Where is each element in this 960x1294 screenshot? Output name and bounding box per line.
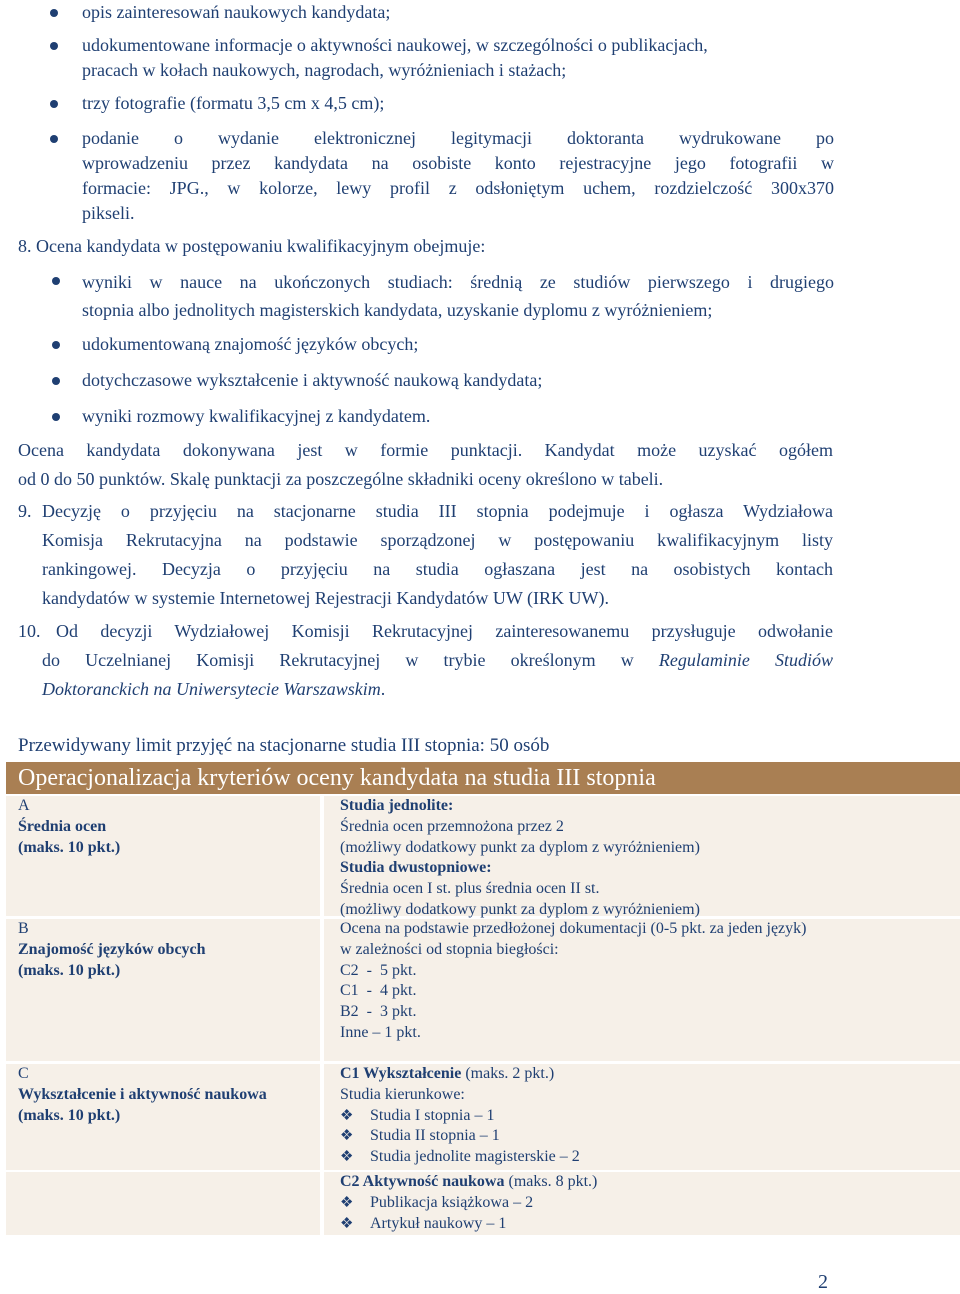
section-10-number: 10. bbox=[18, 621, 41, 641]
description-cell: Ocena na podstawie przedłożonej dokumentacji (0-5 pkt. za jeden język) w zależności od stopnia biegłości: C2 - 5 pkt. C1 - 4 pkt. B2 - 3 pkt. Inne – 1 pkt. bbox=[324, 919, 960, 1061]
description-cell: Studia jednolite: Średnia ocen przemnożona przez 2 (możliwy dodatkowy punkt za dyplom z wyróżnieniem) Studia dwustopniowe: Średnia ocen I st. plus średnia ocen II st. (możliwy dodatkowy punkt za dyplom z wyróżnieniem) bbox=[324, 796, 960, 916]
bullet-icon bbox=[52, 413, 60, 421]
bullet-icon bbox=[52, 341, 60, 349]
table-title: Operacjonalizacja kryteriów oceny kandydata na studia III stopnia bbox=[6, 762, 960, 794]
criterion-cell bbox=[6, 1172, 320, 1235]
section-9-text: Decyzję o przyjęciu na stacjonarne studia III stopnia podejmuje i ogłasza Wydziałowa Komisja Rekrutacyjna na podstawie sporządzonej w postępowaniu kwalifikacyjnym listy rankingowej. Decyzja o przyjęciu na studia ogłaszana jest na osobistych kontach kandydatów w systemie Internetowej Rejestracji Kandydatów UW (IRK UW). bbox=[42, 501, 833, 608]
list-item: dotychczasowe wykształcenie i aktywność naukową kandydata; bbox=[48, 368, 834, 394]
section-10-text: Od decyzji Wydziałowej Komisji Rekrutacyjnej zainteresowanemu przysługuje odwołanie do Uczelnianej Komisji Rekrutacyjnej w trybie określonym w Regulaminie Studiów Doktoranckich na Uniwersytecie Warszawskim. bbox=[42, 621, 833, 699]
diamond-bullet-icon: ❖ bbox=[340, 1215, 354, 1232]
description-cell: C2 Aktywność naukowa (maks. 8 pkt.) ❖ Publikacja książkowa – 2 ❖ Artykuł naukowy – 1 bbox=[324, 1172, 960, 1235]
diamond-bullet-icon: ❖ bbox=[340, 1149, 354, 1166]
section-8-lead: 8. Ocena kandydata w postępowaniu kwalifikacyjnym obejmuje: bbox=[18, 236, 486, 256]
bullet-icon bbox=[50, 42, 58, 50]
description-cell: C1 Wykształcenie (maks. 2 pkt.) Studia kierunkowe: ❖ Studia I stopnia – 1 ❖ Studia II stopnia – 1 ❖ Studia jednolite magisterskie – 2 bbox=[324, 1064, 960, 1170]
list-item: podanie o wydanie elektronicznej legitymacji doktoranta wydrukowane po wprowadzeniu przez kandydata na osobiste konto rejestracyjne jego fotografii w formacie: JPG., w kolorze, lewy profil z odsłoniętym uchem, rozdzielczość 300x370 pikseli. bbox=[48, 126, 834, 226]
admission-limit: Przewidywany limit przyjęć na stacjonarne studia III stopnia: 50 osób bbox=[18, 735, 550, 756]
bullet-icon bbox=[50, 100, 58, 108]
criterion-cell: C Wykształcenie i aktywność naukowa (maks. 10 pkt.) bbox=[6, 1064, 320, 1170]
diamond-bullet-icon: ❖ bbox=[340, 1128, 354, 1145]
list-item: wyniki rozmowy kwalifikacyjnej z kandydatem. bbox=[48, 404, 834, 430]
bullet-icon bbox=[52, 277, 60, 285]
list-item: udokumentowane informacje o aktywności naukowej, w szczególności o publikacjach, pracach w kołach naukowych, nagrodach, wyróżnieniach i stażach; bbox=[48, 33, 834, 83]
list-item: wyniki w nauce na ukończonych studiach: średnią ze studiów pierwszego i drugiego stopnia albo jednolitych magisterskich kandydata, uzyskanie dyplomu z wyróżnieniem; bbox=[48, 268, 834, 322]
table-row bbox=[6, 1064, 960, 1170]
table-row bbox=[6, 919, 960, 1061]
list-item: trzy fotografie (formatu 3,5 cm x 4,5 cm); bbox=[48, 91, 834, 116]
bullet-icon bbox=[52, 377, 60, 385]
list-item: udokumentowaną znajomość języków obcych; bbox=[48, 332, 834, 358]
table-row bbox=[6, 796, 960, 916]
attachments-list bbox=[48, 0, 834, 234]
diamond-bullet-icon: ❖ bbox=[340, 1194, 354, 1211]
list-item: opis zainteresowań naukowych kandydata; bbox=[48, 0, 834, 25]
section-9-number: 9. bbox=[18, 501, 32, 521]
page-number: 2 bbox=[818, 1271, 828, 1293]
table-row bbox=[6, 1172, 960, 1235]
bullet-icon bbox=[50, 9, 58, 17]
criterion-cell: B Znajomość języków obcych (maks. 10 pkt.) bbox=[6, 919, 320, 1061]
bullet-icon bbox=[50, 135, 58, 143]
criterion-cell: A Średnia ocen (maks. 10 pkt.) bbox=[6, 796, 320, 916]
scoring-paragraph: Ocena kandydata dokonywana jest w formie punktacji. Kandydat może uzyskać ogółem od 0 do 50 punktów. Skalę punktacji za poszczególne składniki oceny określono w tabeli. bbox=[18, 440, 833, 489]
evaluation-criteria-list bbox=[48, 268, 834, 440]
diamond-bullet-icon: ❖ bbox=[340, 1107, 354, 1124]
